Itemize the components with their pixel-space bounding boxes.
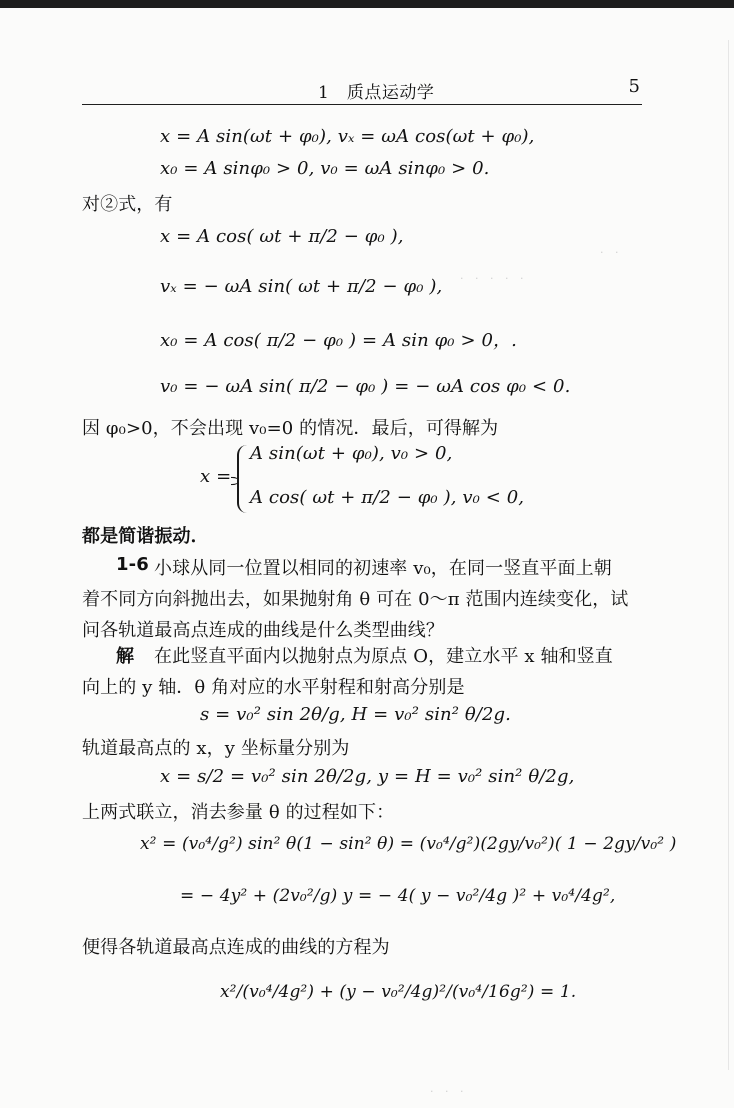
problem-text: 着不同方向斜抛出去，如果抛射角 θ 可在 0～π 范围内连续变化，试	[82, 589, 629, 610]
solution-text: 向上的 y 轴．θ 角对应的水平射程和射高分别是	[82, 677, 465, 698]
solution-label: 解	[116, 646, 135, 667]
body-text: 因 φ₀>0，不会出现 v₀=0 的情况．最后，可得解为	[82, 418, 499, 439]
equation-line: x = A sin(ωt + φ₀), vₓ = ωA cos(ωt + φ₀),	[160, 126, 535, 147]
case-line: A sin(ωt + φ₀), v₀ > 0,	[250, 443, 453, 464]
page-top-border	[0, 0, 734, 8]
body-text: 都是简谐振动．	[82, 526, 209, 547]
body-text: 对②式，有	[82, 194, 173, 215]
body-text: 轨道最高点的 x，y 坐标量分别为	[82, 738, 350, 759]
problem-text: 问各轨道最高点连成的曲线是什么类型曲线？	[82, 620, 444, 641]
equation-line: x² = (v₀⁴/g²) sin² θ(1 − sin² θ) = (v₀⁴/g²)(2gy/v₀²)( 1 − 2gy/v₀² )	[140, 834, 677, 854]
equation-line: x²/(v₀⁴/4g²) + (y − v₀²/4g)²/(v₀⁴/16g²) = 1.	[220, 982, 577, 1002]
case-line: A cos( ωt + π/2 − φ₀ ), v₀ < 0,	[250, 487, 525, 508]
body-text: 便得各轨道最高点连成的曲线的方程为	[82, 937, 390, 958]
problem-number: 1-6	[116, 554, 149, 575]
equation-line: s = v₀² sin 2θ/g, H = v₀² sin² θ/2g.	[200, 704, 511, 725]
problem-text: 小球从同一位置以相同的初速率 v₀，在同一竖直平面上朝	[154, 558, 612, 579]
body-text: 上两式联立，消去参量 θ 的过程如下：	[82, 802, 395, 823]
scan-dots: · · · · ·	[460, 272, 528, 285]
solution-text: 在此竖直平面内以抛射点为原点 O，建立水平 x 轴和竖直	[154, 646, 613, 667]
scan-margin-line	[728, 40, 729, 1070]
equation-line: = − 4y² + (2v₀²/g) y = − 4( y − v₀²/4g )² + v₀⁴/4g²,	[180, 886, 616, 906]
scan-dots: · · ·	[430, 1085, 468, 1098]
chapter-title: 1 质点运动学	[318, 83, 435, 103]
equation-line: x₀ = A sinφ₀ > 0, v₀ = ωA sinφ₀ > 0.	[160, 158, 490, 179]
equation-line: v₀ = − ωA sin( π/2 − φ₀ ) = − ωA cos φ₀ < 0.	[160, 376, 571, 397]
equation-line: x = A cos( ωt + π/2 − φ₀ ),	[160, 226, 404, 247]
equation-line: vₓ = − ωA sin( ωt + π/2 − φ₀ ),	[160, 276, 443, 297]
running-header	[82, 72, 642, 105]
scan-dots: · ·	[600, 246, 623, 259]
equation-line: x₀ = A cos( π/2 − φ₀ ) = A sin φ₀ > 0，.	[160, 330, 517, 351]
page-number: 5	[628, 76, 640, 97]
equation-label: x =	[200, 466, 232, 487]
equation-line: x = s/2 = v₀² sin 2θ/2g, y = H = v₀² sin² θ/2g,	[160, 766, 575, 787]
